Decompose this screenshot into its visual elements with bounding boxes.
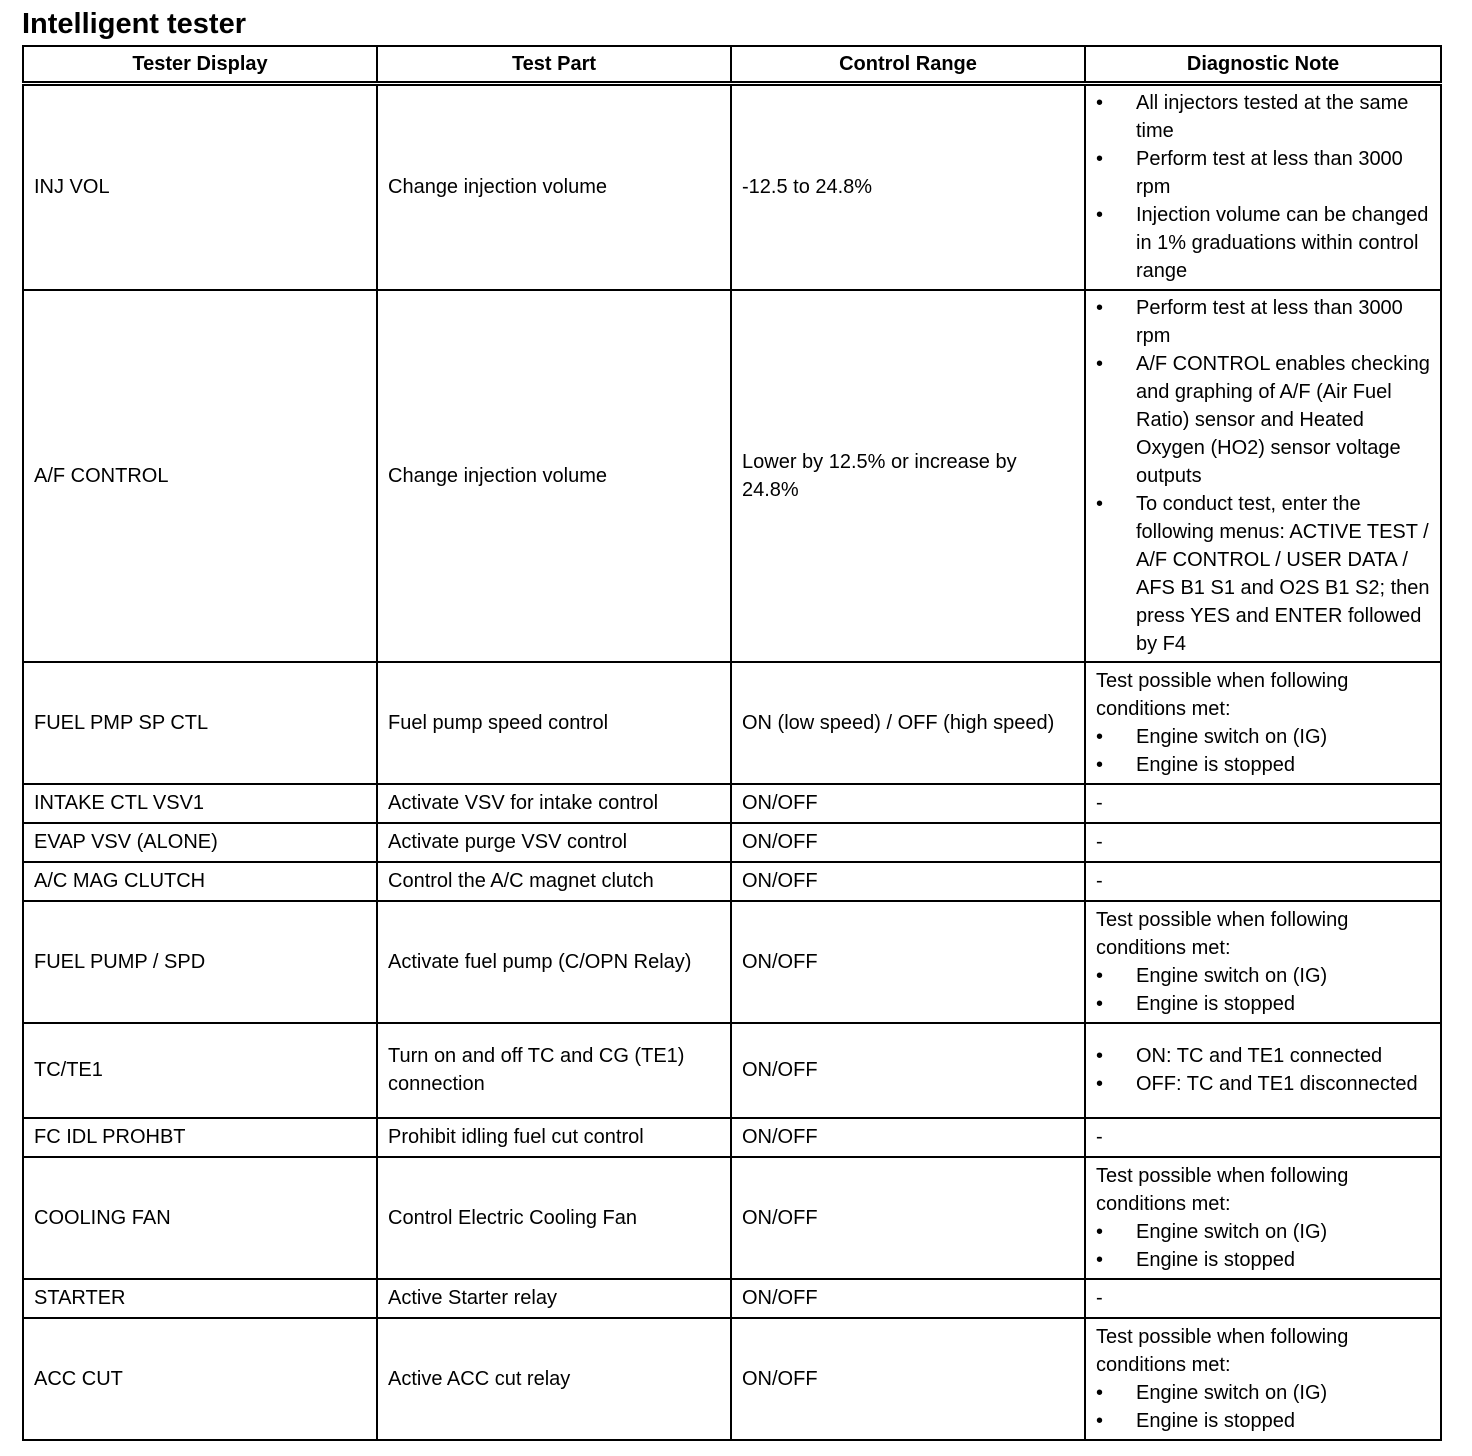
list-item <box>1096 1218 1430 1246</box>
list-item <box>1096 294 1430 350</box>
cell-test-part: Activate purge VSV control <box>377 823 731 862</box>
cell-tester-display: FUEL PMP SP CTL <box>23 662 377 784</box>
cell-test-part: Change injection volume <box>377 290 731 662</box>
table-row <box>23 1157 1441 1279</box>
list-item <box>1096 1246 1430 1274</box>
cell-tester-display: ACC CUT <box>23 1318 377 1440</box>
bullet-text: Perform test at less than 3000 rpm <box>1136 296 1403 347</box>
cell-control-range: ON/OFF <box>731 1118 1085 1157</box>
bullet-text: Engine is stopped <box>1136 992 1296 1015</box>
list-item <box>1096 751 1430 779</box>
cell-test-part: Activate VSV for intake control <box>377 784 731 823</box>
header-diagnostic-note: Diagnostic Note <box>1085 46 1441 84</box>
bullet-text: ON: TC and TE1 connected <box>1136 1045 1383 1067</box>
header-control-range: Control Range <box>731 46 1085 84</box>
cell-tester-display: INTAKE CTL VSV1 <box>23 784 377 823</box>
bullet-icon: • <box>1096 1220 1104 1243</box>
list-item <box>1096 89 1430 145</box>
cell-test-part: Fuel pump speed control <box>377 662 731 784</box>
cell-test-part: Control Electric Cooling Fan <box>377 1157 731 1279</box>
table-row <box>23 1318 1441 1440</box>
bullet-text: OFF: TC and TE1 disconnected <box>1136 1073 1418 1095</box>
note-intro: Test possible when following conditions met: <box>1096 669 1349 720</box>
cell-diagnostic-note <box>1085 901 1441 1023</box>
cell-control-range: ON/OFF <box>731 823 1085 862</box>
table-row <box>23 901 1441 1023</box>
bullet-icon: • <box>1096 148 1104 171</box>
bullet-text: Engine is stopped <box>1136 753 1296 776</box>
cell-diagnostic-note <box>1085 290 1441 662</box>
list-item <box>1096 1407 1430 1435</box>
cell-diagnostic-note: - <box>1085 784 1441 823</box>
cell-control-range: ON/OFF <box>731 1157 1085 1279</box>
bullet-icon: • <box>1096 992 1104 1015</box>
cell-diagnostic-note: - <box>1085 1279 1441 1318</box>
bullet-icon: • <box>1096 204 1104 227</box>
table-row <box>23 84 1441 290</box>
cell-test-part: Active ACC cut relay <box>377 1318 731 1440</box>
cell-control-range: ON/OFF <box>731 862 1085 901</box>
cell-control-range: Lower by 12.5% or increase by 24.8% <box>731 290 1085 662</box>
bullet-icon: • <box>1096 1381 1104 1404</box>
bullet-icon: • <box>1096 1248 1104 1271</box>
list-item <box>1096 145 1430 201</box>
table-row <box>23 1118 1441 1157</box>
table-body <box>23 84 1441 1440</box>
bullet-icon: • <box>1096 1045 1104 1067</box>
table-row <box>23 862 1441 901</box>
bullet-icon: • <box>1096 1073 1104 1095</box>
note-bullet-list <box>1096 294 1430 658</box>
bullet-icon: • <box>1096 352 1104 375</box>
bullet-text: Engine switch on (IG) <box>1136 1220 1328 1243</box>
bullet-icon: • <box>1096 753 1104 776</box>
note-intro: Test possible when following conditions met: <box>1096 1325 1349 1376</box>
bullet-icon: • <box>1096 1409 1104 1432</box>
bullet-text: A/F CONTROL enables checking and graphing of A/F (Air Fuel Ratio) sensor and Heated Oxygen (HO2) sensor voltage outputs <box>1136 352 1430 487</box>
bullet-text: All injectors tested at the same time <box>1136 92 1409 143</box>
cell-tester-display: STARTER <box>23 1279 377 1318</box>
list-item <box>1096 723 1430 751</box>
list-item <box>1096 962 1430 990</box>
cell-diagnostic-note <box>1085 1023 1441 1118</box>
cell-control-range: ON/OFF <box>731 1023 1085 1118</box>
note-bullet-list <box>1096 723 1430 779</box>
cell-diagnostic-note <box>1085 84 1441 290</box>
cell-test-part: Prohibit idling fuel cut control <box>377 1118 731 1157</box>
bullet-text: Engine is stopped <box>1136 1409 1296 1432</box>
list-item <box>1096 1042 1430 1070</box>
cell-test-part: Activate fuel pump (C/OPN Relay) <box>377 901 731 1023</box>
list-item <box>1096 490 1430 658</box>
cell-diagnostic-note: - <box>1085 862 1441 901</box>
note-bullet-list <box>1096 962 1430 1018</box>
cell-test-part: Turn on and off TC and CG (TE1) connection <box>377 1023 731 1118</box>
list-item <box>1096 990 1430 1018</box>
note-bullet-list <box>1096 1379 1430 1435</box>
cell-test-part: Control the A/C magnet clutch <box>377 862 731 901</box>
cell-test-part: Change injection volume <box>377 84 731 290</box>
cell-tester-display: A/C MAG CLUTCH <box>23 862 377 901</box>
bullet-text: Engine is stopped <box>1136 1248 1296 1271</box>
list-item <box>1096 1070 1430 1098</box>
table-row <box>23 823 1441 862</box>
list-item <box>1096 201 1430 285</box>
cell-diagnostic-note <box>1085 1318 1441 1440</box>
bullet-text: Engine switch on (IG) <box>1136 725 1328 748</box>
bullet-icon: • <box>1096 492 1104 515</box>
cell-diagnostic-note <box>1085 662 1441 784</box>
table-row <box>23 1023 1441 1118</box>
cell-diagnostic-note: - <box>1085 1118 1441 1157</box>
bullet-text: Engine switch on (IG) <box>1136 1381 1328 1404</box>
note-intro: Test possible when following conditions met: <box>1096 908 1349 959</box>
cell-diagnostic-note: - <box>1085 823 1441 862</box>
list-item <box>1096 350 1430 490</box>
bullet-icon: • <box>1096 92 1104 115</box>
note-intro: Test possible when following conditions met: <box>1096 1164 1349 1215</box>
bullet-text: Perform test at less than 3000 rpm <box>1136 148 1403 199</box>
cell-control-range: ON/OFF <box>731 901 1085 1023</box>
cell-tester-display: COOLING FAN <box>23 1157 377 1279</box>
bullet-icon: • <box>1096 296 1104 319</box>
cell-control-range: ON/OFF <box>731 1318 1085 1440</box>
table-header-row <box>23 46 1441 84</box>
active-test-table <box>22 45 1442 1441</box>
bullet-icon: • <box>1096 964 1104 987</box>
cell-tester-display: TC/TE1 <box>23 1023 377 1118</box>
table-row <box>23 784 1441 823</box>
cell-diagnostic-note <box>1085 1157 1441 1279</box>
cell-test-part: Active Starter relay <box>377 1279 731 1318</box>
bullet-text: Injection volume can be changed in 1% graduations within control range <box>1136 204 1429 283</box>
cell-control-range: ON (low speed) / OFF (high speed) <box>731 662 1085 784</box>
header-test-part: Test Part <box>377 46 731 84</box>
cell-tester-display: A/F CONTROL <box>23 290 377 662</box>
page-title: Intelligent tester <box>22 8 246 40</box>
note-bullet-list <box>1096 89 1430 285</box>
bullet-icon: • <box>1096 725 1104 748</box>
table-row <box>23 662 1441 784</box>
cell-tester-display: INJ VOL <box>23 84 377 290</box>
cell-tester-display: EVAP VSV (ALONE) <box>23 823 377 862</box>
note-bullet-list <box>1096 1042 1430 1098</box>
cell-tester-display: FC IDL PROHBT <box>23 1118 377 1157</box>
list-item <box>1096 1379 1430 1407</box>
bullet-text: To conduct test, enter the following menus: ACTIVE TEST / A/F CONTROL / USER DATA / AFS B1 S1 and O2S B1 S2; then press YES and ENTER followed by F4 <box>1136 492 1430 655</box>
cell-control-range: ON/OFF <box>731 1279 1085 1318</box>
cell-control-range: ON/OFF <box>731 784 1085 823</box>
bullet-text: Engine switch on (IG) <box>1136 964 1328 987</box>
cell-tester-display: FUEL PUMP / SPD <box>23 901 377 1023</box>
note-bullet-list <box>1096 1218 1430 1274</box>
cell-control-range: -12.5 to 24.8% <box>731 84 1085 290</box>
header-tester-display: Tester Display <box>23 46 377 84</box>
table-row <box>23 1279 1441 1318</box>
table-row <box>23 290 1441 662</box>
